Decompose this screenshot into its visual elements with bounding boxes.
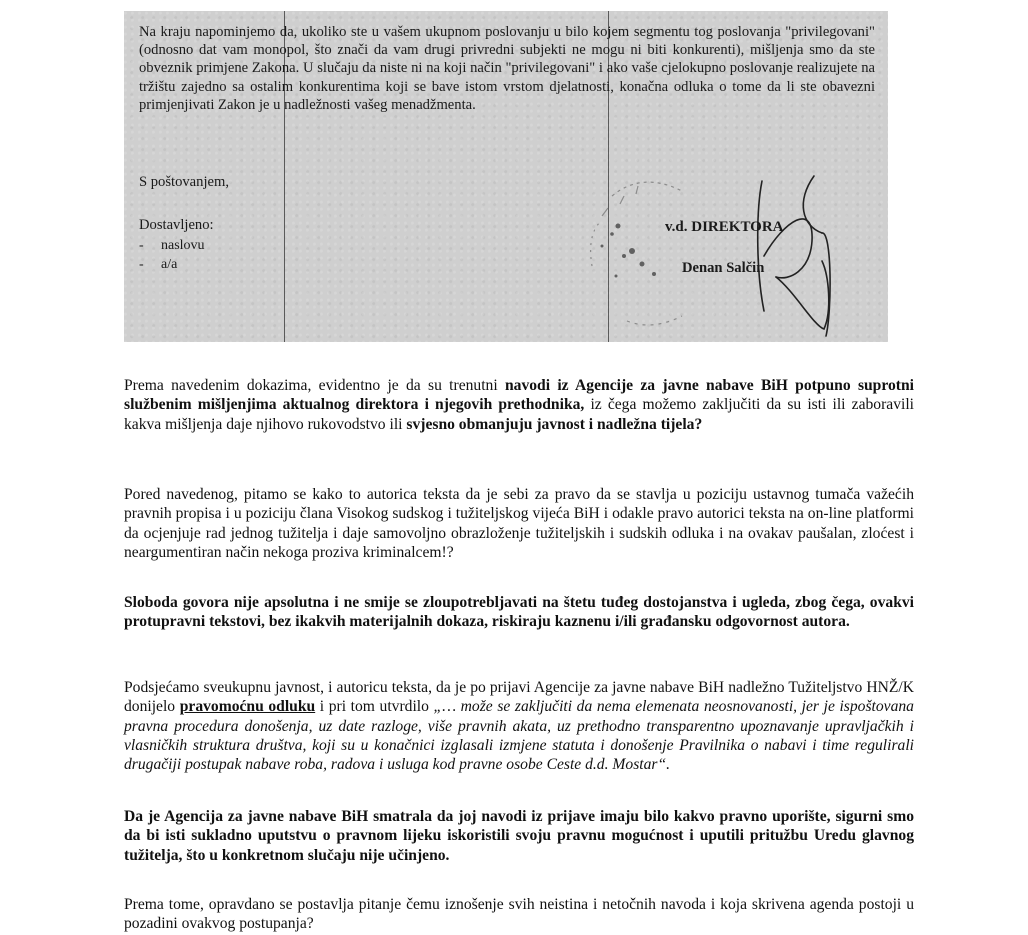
scan-paragraph: Na kraju napominjemo da, ukoliko ste u vašem ukupnom poslovanju u bilo kojem segmentu tog poslovanja "privilegovani" (odnosno dat vam monopol, što znači da vam drugi privredni subjekti ne mogu ni biti konkurenti), mišljenja smo da ste obveznik primjene Zakona. U slučaju da niste ni na koji način "privilegovani" i ako vaše cjelokupno poslovanje realizujete na tržištu zajedno sa ostalim konkurentima koji se bave istom vrstom djelatnosti, konačna odluka o tome da li ste obavezni primjenjivati Zakon je u nadležnosti vašeg menadžmenta.: [139, 24, 875, 113]
scanned-letter-excerpt: [124, 11, 888, 342]
paragraph-1: [124, 376, 914, 434]
paragraph-4: [124, 678, 914, 774]
signatory-name: Denan Salčin: [682, 260, 765, 276]
list-item: - a/a: [139, 257, 178, 272]
text-run: „… može se zaključiti da nema elemenata neosnovanosti, jer je ispoštovana pravna procedura donošenja, uz date razloge, više pravnih akata, uz prethodno transparentno upoznavanje upravljačkih i vlasničkih struktura društva, koji su u konačnici izglasali izmjene statuta i donošenje Pravilnika o nabavi i time regulirali drugačiji postupak nabave roba, radova i usluga kod pravne osobe Ceste d.d. Mostar“.: [124, 698, 914, 774]
signatory-title: v.d. DIREKTORA: [665, 219, 784, 235]
list-item: - naslovu: [139, 238, 205, 253]
signature-icon: [664, 161, 834, 341]
text-run: navodi iz Agencije za javne nabave BiH potpuno suprotni službenim mišljenjima aktualnog direktora i njegovih prethodnika,: [124, 377, 914, 414]
scan-delivered-label: Dostavljeno:: [139, 217, 214, 233]
text-run: Prema tome, opravdano se postavlja pitanje čemu iznošenje svih neistina i netočnih navoda i koja skrivena agenda postoji u pozadini ovakvog postupanja?: [124, 896, 914, 933]
text-run: Podsjećamo sveukupnu javnost, i autoricu teksta, da je po prijavi Agencije za javne nabave BiH nadležno Tužiteljstvo HNŽ/K donijelo: [124, 679, 914, 716]
text-run: svjesno obmanjuju javnost i nadležna tijela?: [406, 415, 703, 433]
paragraph-5: [124, 807, 914, 865]
scan-regards: S poštovanjem,: [139, 174, 229, 190]
text-run: pravomoćnu odluku: [179, 698, 316, 716]
scan-delivered-list: [139, 236, 205, 274]
text-run: Da je Agencija za javne nabave BiH smatrala da joj navodi iz prijave imaju bilo kakvo pravno uporište, sigurni smo da bi isti sukladno uputstvu o pravnom lijeku iskoristili svoju pravnu mogućnost i uputili pritužbu Uredu glavnog tužitelja, što u konkretnom slučaju nije učinjeno.: [124, 808, 914, 864]
text-run: Sloboda govora nije apsolutna i ne smije se zloupotrebljavati na štetu tuđeg dostojanstva i ugleda, zbog čega, ovakvi protupravni tekstovi, bez ikakvih materijalnih dokaza, riskiraju kaznenu i/ili građansku odgovornost autora.: [124, 594, 914, 631]
paragraph-2: [124, 485, 914, 562]
text-run: Prema navedenim dokazima, evidentno je da su trenutni: [124, 377, 505, 394]
text-run: Pored navedenog, pitamo se kako to autorica teksta da je sebi za pravo da se stavlja u poziciju ustavnog tumača važećih pravnih propisa i u poziciju člana Visokog sudskog i tužiteljskog vijeća BiH i odakle pravo autorici teksta na on-line platformi da ocjenjuje rad jednog tužitelja i daje samovoljno obrazloženje tužiteljskih i sudskih odluka i na ovakav paušalan, zloćest i neargumentiran način nekoga proziva kriminalcem!?: [124, 486, 914, 561]
paragraph-3: [124, 593, 914, 632]
paragraph-6: [124, 895, 914, 934]
text-run: i pri tom utvrdilo: [315, 698, 434, 716]
text-run: iz čega možemo zaključiti da su isti ili zaboravili kakva mišljenja daje njihovo rukovodstvo ili: [124, 396, 914, 433]
